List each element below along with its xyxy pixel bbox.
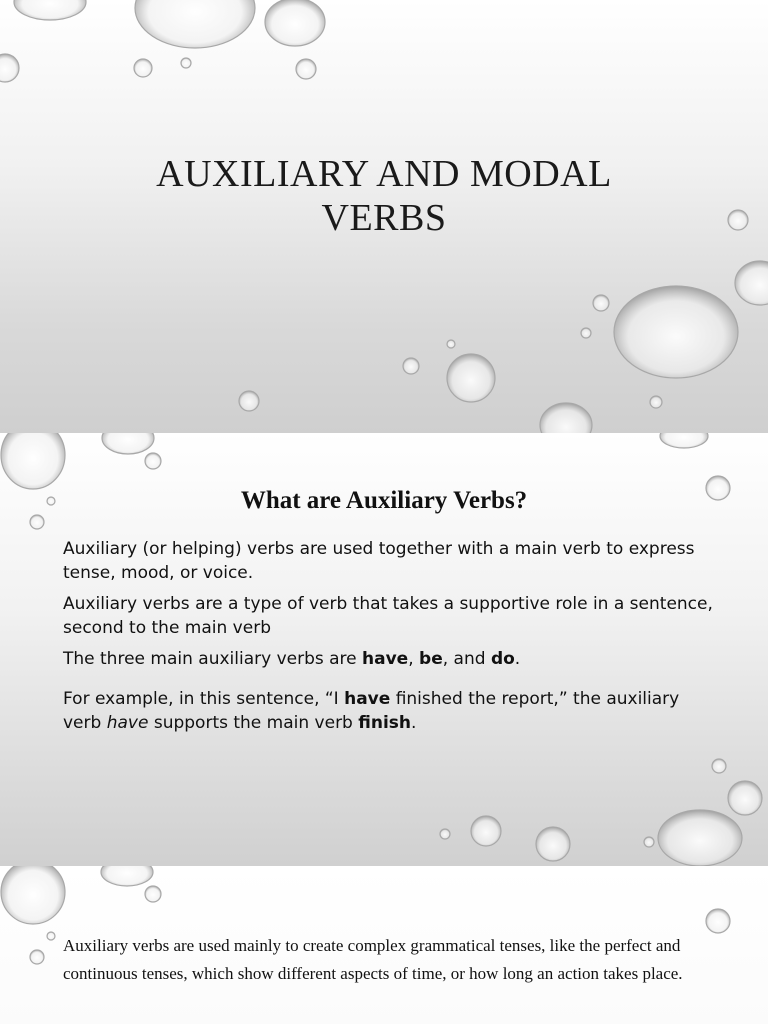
text-span: , and (442, 649, 491, 669)
auxiliary-verbs-slide (0, 433, 768, 866)
text-span: , (408, 649, 420, 669)
text-span: The three main auxiliary verbs are (63, 649, 363, 669)
example-sentence (63, 687, 713, 735)
slide-title-line2: VERBS (321, 197, 447, 239)
text-span: finished the report,” the auxiliary verb (63, 689, 680, 733)
bold-do: do (490, 649, 515, 669)
tenses-slide (0, 866, 768, 1024)
slide-title-line1: AUXILIARY AND MODAL (156, 153, 612, 195)
bold-have: have (362, 649, 409, 669)
bold-have: have (344, 689, 391, 709)
bold-finish: finish (358, 713, 412, 733)
italic-have: have (106, 713, 149, 733)
bullet-three-main-verbs (63, 647, 713, 671)
bullet-supportive-role: Auxiliary verbs are a type of verb that takes a supportive role in a sentence, second to the main verb (63, 594, 713, 638)
text-span: . (514, 649, 521, 669)
title-slide (0, 0, 768, 433)
text-span: supports the main verb (148, 713, 359, 733)
slide-heading: What are Auxiliary Verbs? (240, 487, 528, 514)
text-span: For example, in this sentence, “I (63, 689, 345, 709)
bold-be: be (419, 649, 443, 669)
slide-body (63, 537, 713, 742)
text-span: . (411, 713, 417, 733)
slide-title (0, 152, 768, 240)
bullet-definition: Auxiliary (or helping) verbs are used together with a main verb to express tense, mood, or voice. (63, 539, 695, 583)
slide-paragraph: Auxiliary verbs are used mainly to create complex grammatical tenses, like the perfect and continuous tenses, which show different aspects of time, or how long an action takes place. (63, 936, 683, 983)
